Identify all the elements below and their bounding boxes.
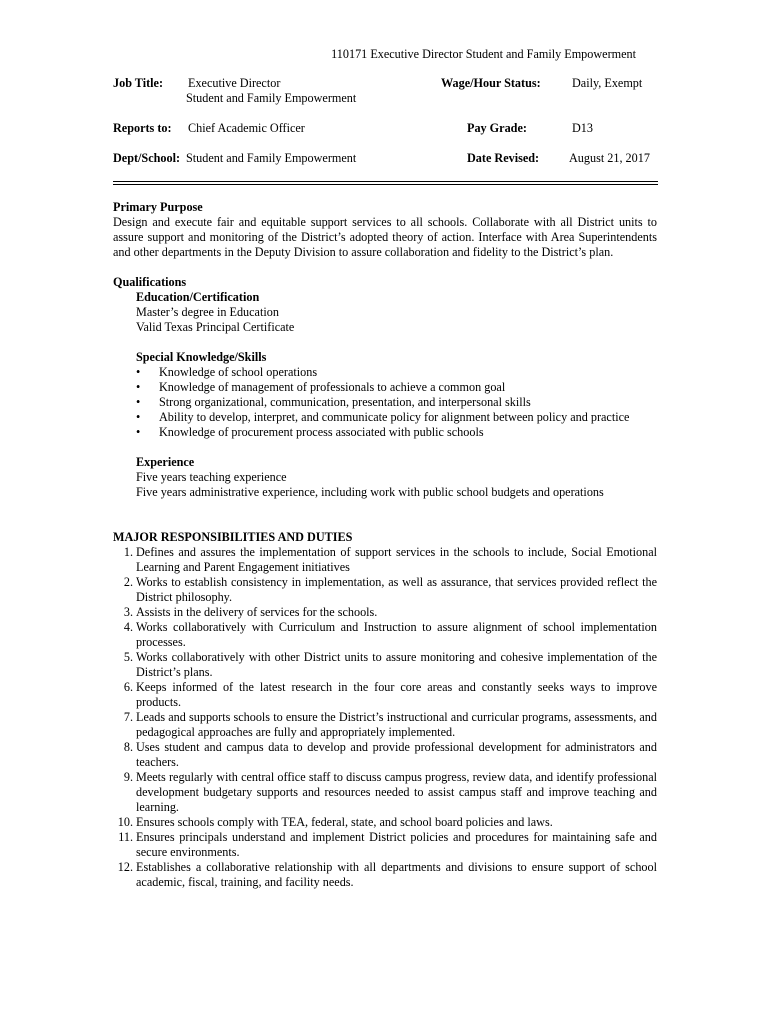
- duty-text: Assists in the delivery of services for the schools.: [136, 605, 378, 619]
- job-title-value-line1: Executive Director: [188, 76, 281, 90]
- job-title-label: Job Title:: [113, 76, 163, 90]
- experience-item: Five years teaching experience: [136, 470, 287, 484]
- reports-to-value: Chief Academic Officer: [188, 121, 305, 135]
- skills-list-item: • Ability to develop, interpret, and communicate policy for alignment between policy and practice: [136, 410, 657, 425]
- date-revised-label: Date Revised:: [467, 151, 540, 165]
- reports-to-label: Reports to:: [113, 121, 172, 135]
- duty-number: 4.: [123, 620, 133, 634]
- duty-item: [113, 545, 657, 575]
- duty-text: Ensures schools comply with TEA, federal, state, and school board policies and laws.: [136, 815, 553, 829]
- date-revised-value: August 21, 2017: [569, 151, 650, 165]
- skills-list-item: • Knowledge of school operations: [136, 365, 657, 380]
- duty-item: [113, 740, 657, 770]
- duty-text: Works to establish consistency in implementation, as well as assurance, that services provided reflect the District philosophy.: [136, 575, 657, 604]
- skills-list-item: • Knowledge of procurement process associated with public schools: [136, 425, 657, 440]
- education-item: Master’s degree in Education: [136, 305, 279, 319]
- duty-text: Keeps informed of the latest research in the four core areas and constantly seeks ways to improve products.: [136, 680, 657, 709]
- skills-list-item: • Strong organizational, communication, presentation, and interpersonal skills: [136, 395, 657, 410]
- duty-item: [113, 860, 657, 890]
- dept-school-label: Dept/School:: [113, 151, 181, 165]
- duty-item: [113, 620, 657, 650]
- education-heading: Education/Certification: [136, 290, 260, 304]
- pay-grade-value: D13: [572, 121, 593, 135]
- job-meta-block: [113, 76, 658, 176]
- duty-item: [113, 605, 657, 620]
- dept-school-value: Student and Family Empowerment: [186, 151, 357, 165]
- duty-number: 2.: [123, 575, 133, 589]
- primary-purpose-text: Design and execute fair and equitable support services to all schools. Collaborate with all District units to assure support and monitoring of the District’s adopted theory of action. Interface with Area Superintendents and other departments in the Deputy Division to assure collaboration and fidelity to the District’s plan.: [113, 215, 657, 259]
- duties-list: [113, 545, 657, 890]
- pay-grade-label: Pay Grade:: [467, 121, 527, 135]
- duty-number: 6.: [123, 680, 133, 694]
- duty-item: [113, 650, 657, 680]
- header-rule-bottom: [113, 184, 658, 185]
- duty-text: Works collaboratively with Curriculum and Instruction to assure alignment of school implementation processes.: [136, 620, 657, 649]
- duty-item: [113, 830, 657, 860]
- duty-item: [113, 770, 657, 815]
- duty-number: 5.: [123, 650, 133, 664]
- duty-number: 11.: [118, 830, 133, 844]
- wage-status-label: Wage/Hour Status:: [441, 76, 541, 90]
- duty-item: [113, 815, 657, 830]
- document-header-title: 110171 Executive Director Student and Family Empowerment: [331, 47, 636, 61]
- header-rule-top: [113, 181, 658, 182]
- duty-text: Defines and assures the implementation of support services in the schools to include, Social Emotional Learning and Parent Engagement initiatives: [136, 545, 657, 574]
- skills-list-item: • Knowledge of management of professionals to achieve a common goal: [136, 380, 657, 395]
- education-item: Valid Texas Principal Certificate: [136, 320, 295, 334]
- duty-number: 8.: [123, 740, 133, 754]
- duty-text: Uses student and campus data to develop and provide professional development for administrators and teachers.: [136, 740, 657, 769]
- duties-heading: MAJOR RESPONSIBILITIES AND DUTIES: [113, 530, 353, 544]
- duty-item: [113, 680, 657, 710]
- experience-heading: Experience: [136, 455, 195, 469]
- primary-purpose-heading: Primary Purpose: [113, 200, 203, 214]
- duty-text: Establishes a collaborative relationship with all departments and divisions to ensure support of school academic, fiscal, training, and facility needs.: [136, 860, 657, 889]
- duty-number: 1.: [123, 545, 133, 559]
- duty-number: 3.: [123, 605, 133, 619]
- duty-item: [113, 710, 657, 740]
- duty-text: Leads and supports schools to ensure the District’s instructional and curricular programs, assessments, and pedagogical approaches are fully and appropriately implemented.: [136, 710, 657, 739]
- duty-text: Meets regularly with central office staff to discuss campus progress, review data, and identify professional development budgetary supports and resources needed to assist campus staff and improve teaching and learning.: [136, 770, 657, 814]
- job-title-value-line2: Student and Family Empowerment: [186, 91, 357, 105]
- skills-heading: Special Knowledge/Skills: [136, 350, 267, 364]
- document-body: [113, 200, 657, 890]
- duty-number: 10.: [117, 815, 133, 829]
- duty-number: 12.: [117, 860, 133, 874]
- duty-number: 7.: [123, 710, 133, 724]
- duty-text: Works collaboratively with other District units to assure monitoring and cohesive implementation of the District’s plans.: [136, 650, 657, 679]
- duty-text: Ensures principals understand and implement District policies and procedures for maintaining safe and secure environments.: [136, 830, 657, 859]
- skills-list: [113, 365, 657, 440]
- wage-status-value: Daily, Exempt: [572, 76, 643, 90]
- duty-item: [113, 575, 657, 605]
- duty-number: 9.: [123, 770, 133, 784]
- qualifications-heading: Qualifications: [113, 275, 187, 289]
- experience-item: Five years administrative experience, including work with public school budgets and operations: [136, 485, 604, 499]
